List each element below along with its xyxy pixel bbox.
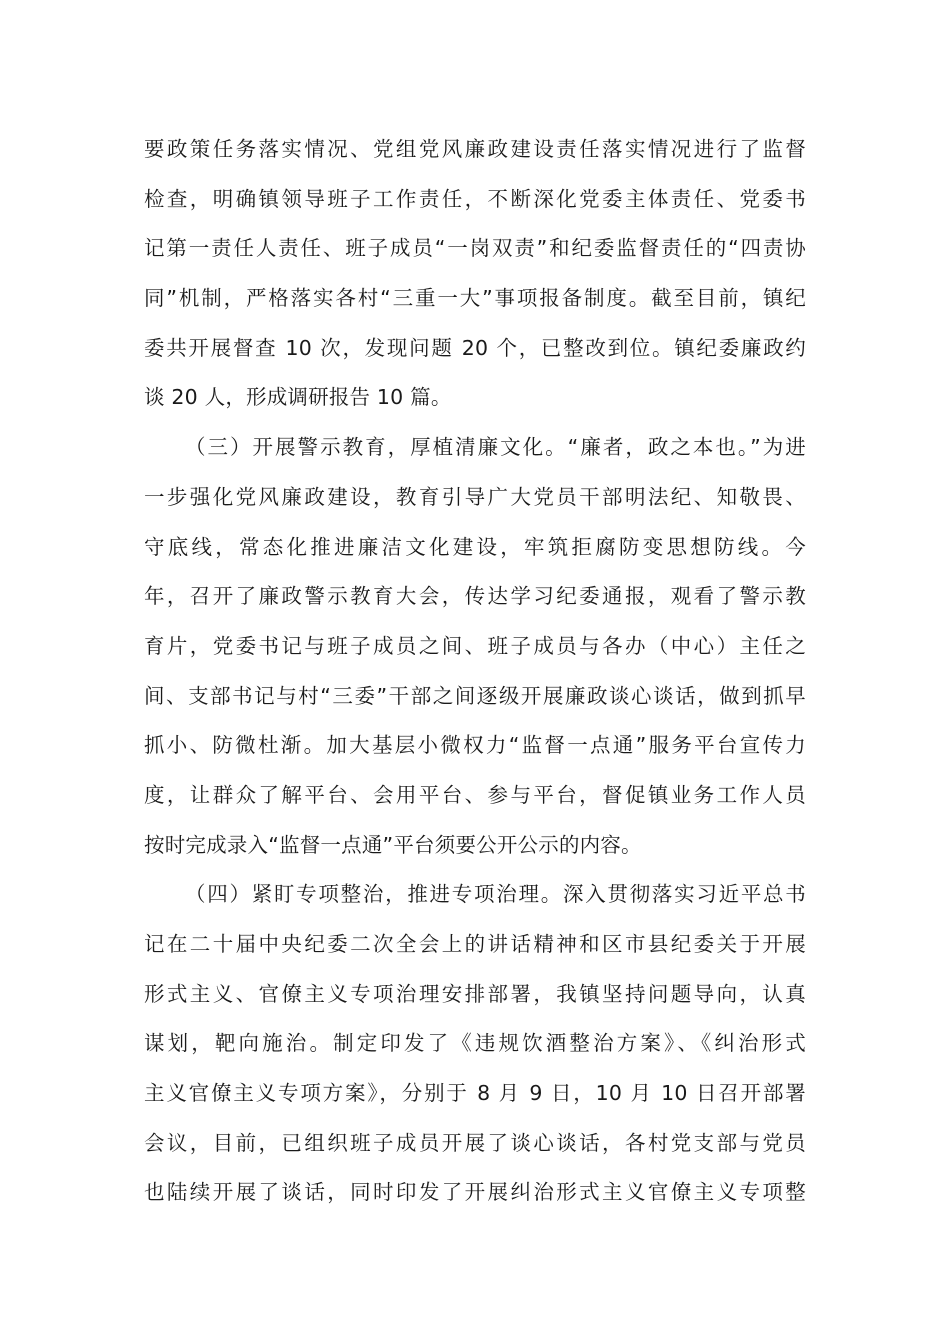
text-line: 要政策任务落实情况、党组党风廉政建设责任落实情况进行了监督 xyxy=(144,137,806,161)
text-line: 会议，目前，已组织班子成员开展了谈心谈话，各村党支部与党员 xyxy=(144,1130,806,1155)
text-line: 度，让群众了解平台、会用平台、参与平台，督促镇业务工作人员 xyxy=(144,782,806,807)
paragraph-supervision xyxy=(144,125,806,423)
text-line: 按时完成录入“监督一点通”平台须要公开公示的内容。 xyxy=(144,832,642,857)
text-line: 形式主义、官僚主义专项治理安排部署，我镇坚持问题导向，认真 xyxy=(144,981,806,1006)
text-line: 一步强化党风廉政建设，教育引导广大党员干部明法纪、知敬畏、 xyxy=(144,484,806,509)
text-line: 守底线，常态化推进廉洁文化建设，牢筑拒腐防变思想防线。今 xyxy=(144,534,806,559)
text-line: 育片，党委书记与班子成员之间、班子成员与各办（中心）主任之 xyxy=(144,633,806,658)
text-line: 主义官僚主义专项方案》，分别于 8 月 9 日，10 月 10 日召开部署 xyxy=(144,1081,806,1106)
text-line: 也陆续开展了谈话，同时印发了开展纠治形式主义官僚主义专项整 xyxy=(144,1180,806,1205)
text-line: 委共开展督查 10 次，发现问题 20 个，已整改到位。镇纪委廉政约 xyxy=(144,335,806,360)
text-line: 记第一责任人责任、班子成员“一岗双责”和纪委监督责任的“四责协 xyxy=(144,236,806,261)
text-line: 同”机制，严格落实各村“三重一大”事项报备制度。截至目前，镇纪 xyxy=(144,286,806,311)
text-line: （三）开展警示教育，厚植清廉文化。“廉者，政之本也。”为进 xyxy=(185,435,806,460)
text-line: 记在二十届中央纪委二次全会上的讲话精神和区市县纪委关于开展 xyxy=(144,932,806,956)
text-line: 年，召开了廉政警示教育大会，传达学习纪委通报，观看了警示教 xyxy=(144,584,806,609)
text-line: 间、支部书记与村“三委”干部之间逐级开展廉政谈心谈话，做到抓早 xyxy=(144,683,806,708)
text-line: 谋划，靶向施治。制定印发了《违规饮酒整治方案》、《纠治形式 xyxy=(144,1031,806,1056)
text-line: 谈 20 人，形成调研报告 10 篇。 xyxy=(144,385,452,410)
text-line: 检查，明确镇领导班子工作责任，不断深化党委主体责任、党委书 xyxy=(144,186,806,211)
document-body xyxy=(144,125,806,1218)
paragraph-special-rectification xyxy=(144,870,806,1218)
paragraph-warning-education xyxy=(144,423,806,870)
text-line: 抓小、防微杜渐。加大基层小微权力“监督一点通”服务平台宣传力 xyxy=(144,733,806,758)
text-line: （四）紧盯专项整治，推进专项治理。深入贯彻落实习近平总书 xyxy=(185,882,806,907)
